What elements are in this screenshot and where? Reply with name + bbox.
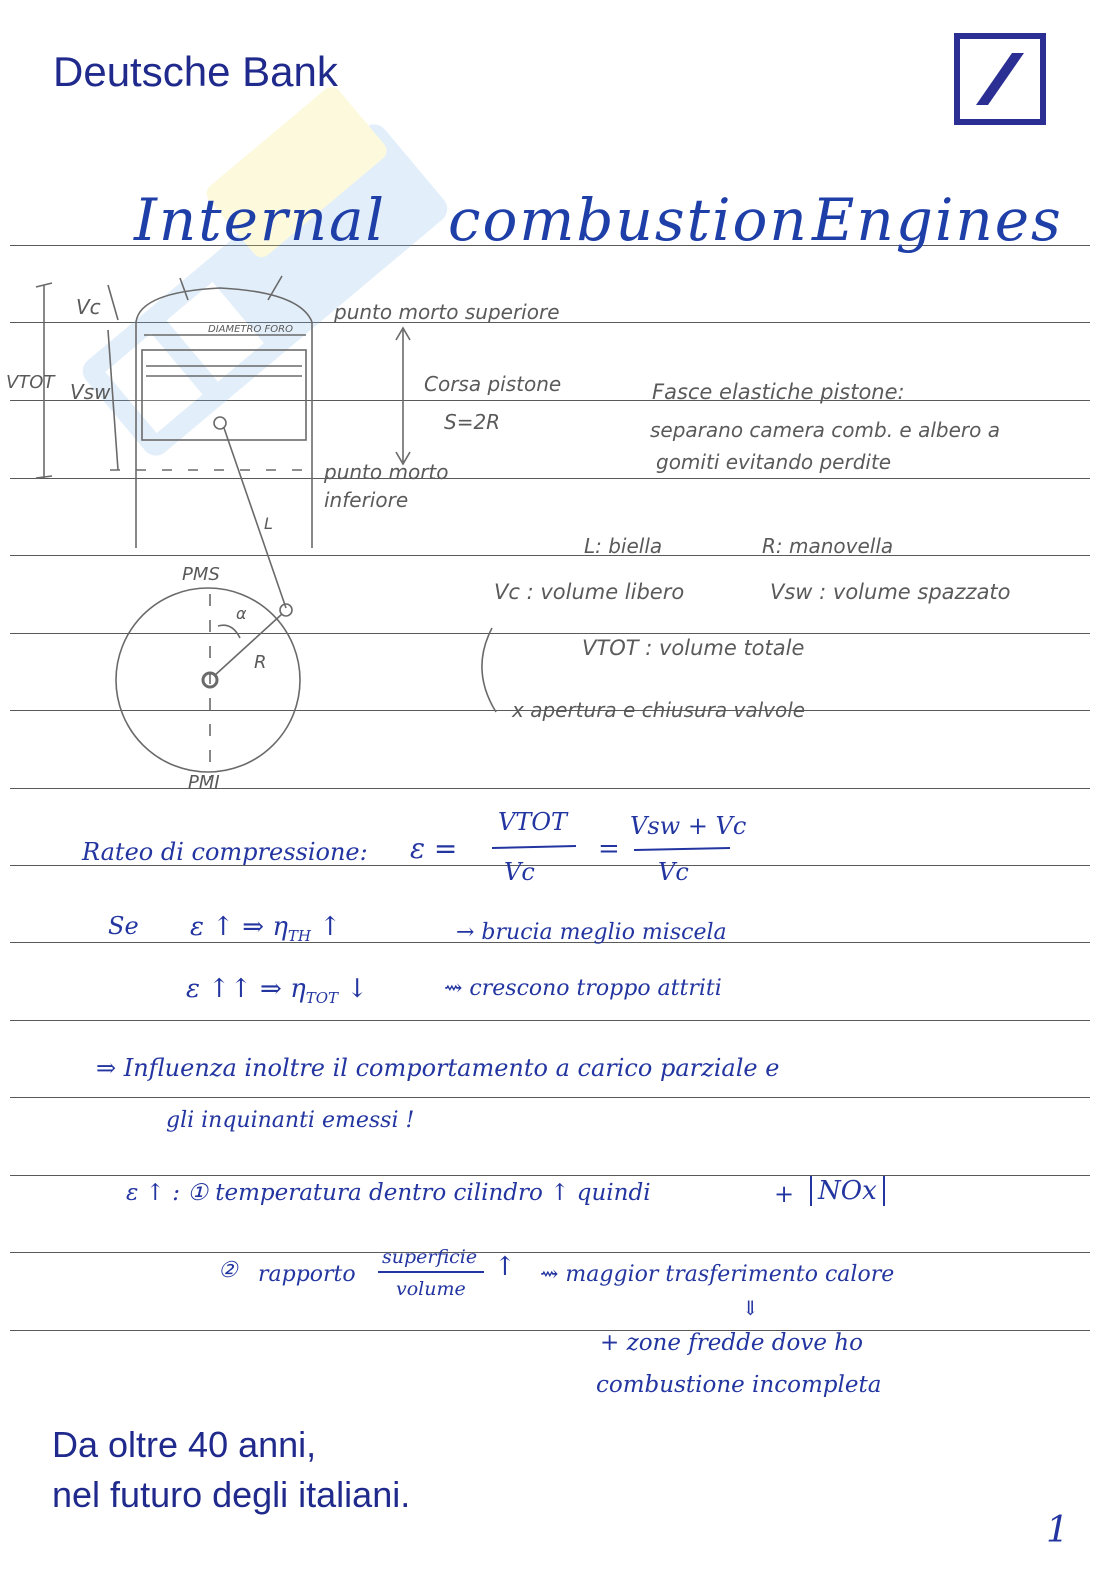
point-1: ε ↑ : ① temperatura dentro cilindro ↑ quindi xyxy=(126,1180,651,1206)
legend-vtot: VTOT : volume totale xyxy=(582,636,805,660)
point-3-line-2: combustione incompleta xyxy=(596,1372,882,1398)
rings-line-1: separano camera comb. e albero a xyxy=(650,418,1000,442)
brand-name: Deutsche Bank xyxy=(53,48,338,95)
label-pmi: punto morto inferiore xyxy=(324,460,449,512)
influence-line-1: ⇒ Influenza inoltre il comportamento a carico parziale e xyxy=(96,1054,780,1082)
label-stroke-formula: S=2R xyxy=(444,410,501,434)
point-1-plus: + xyxy=(774,1180,795,1208)
rings-title: Fasce elastiche pistone: xyxy=(652,380,905,404)
compression-label: Rateo di compressione: xyxy=(82,838,368,866)
nox-box: NOx xyxy=(810,1176,885,1206)
fraction-2-denominator: Vc xyxy=(658,858,689,886)
point-2-marker: ② xyxy=(218,1258,238,1283)
label-pms-short: PMS xyxy=(182,564,220,585)
footer-line-1: Da oltre 40 anni, xyxy=(52,1424,317,1465)
surface-denominator: volume xyxy=(396,1278,466,1300)
footer-line-2: nel futuro degli italiani. xyxy=(52,1474,411,1515)
page-number: 1 xyxy=(1046,1510,1069,1551)
title-word-internal: Internal xyxy=(134,186,387,254)
influence-line-2: gli inquinanti emessi ! xyxy=(166,1108,415,1133)
legend-rod: L: biella xyxy=(584,534,663,558)
rule-2-subscript: TOT xyxy=(305,989,338,1008)
fraction-1-denominator: Vc xyxy=(504,858,535,886)
point-2-note: ⇝ maggior trasferimento calore xyxy=(540,1262,895,1287)
label-pms: punto morto superiore xyxy=(334,300,560,324)
surface-numerator: superficie xyxy=(382,1246,478,1268)
ruled-line xyxy=(10,1330,1090,1331)
label-stroke: Corsa pistone xyxy=(424,372,562,396)
legend-valve: x apertura e chiusura valvole xyxy=(512,698,806,722)
title-word-engines: Engines xyxy=(812,186,1063,254)
legend-vsw: Vsw : volume spazzato xyxy=(770,580,1011,604)
epsilon-equals: ε = xyxy=(410,832,458,865)
label-vsw: Vsw xyxy=(70,380,111,404)
up-arrow: ↑ xyxy=(319,912,342,942)
point-2-text: rapporto xyxy=(258,1262,356,1287)
legend-crank: R: manovella xyxy=(762,534,894,558)
label-bore: DIAMETRO FORO xyxy=(208,324,293,335)
rule-1-subscript: TH xyxy=(287,927,311,946)
label-rod: L xyxy=(264,514,273,533)
title-word-combustion: combustion xyxy=(448,186,809,254)
down-arrow: ↓ xyxy=(346,974,369,1004)
equals-sign: = xyxy=(598,834,620,864)
label-vc: Vc xyxy=(76,295,101,319)
point-3-line-1: + zone fredde dove ho xyxy=(600,1330,863,1356)
label-crank: R xyxy=(254,652,267,673)
legend-vc: Vc : volume libero xyxy=(494,580,685,604)
point-2-up-arrow: ↑ xyxy=(494,1252,516,1282)
label-alpha: α xyxy=(236,604,247,623)
point-2-down-arrow: ⇓ xyxy=(742,1296,759,1320)
fraction-2-numerator: Vsw + Vc xyxy=(630,812,747,840)
rule-1-note: → brucia meglio miscela xyxy=(456,920,727,945)
rule-2-note: ⇝ crescono troppo attriti xyxy=(444,976,722,1001)
fraction-1-numerator: VTOT xyxy=(498,808,568,836)
label-vtot: VTOT xyxy=(6,372,55,393)
se-label: Se xyxy=(108,912,139,940)
rule-2-text: ε ↑↑ ⇒ η xyxy=(186,974,306,1004)
label-pmi-short: PMI xyxy=(188,772,220,793)
rule-1-text: ε ↑ ⇒ η xyxy=(190,912,288,942)
rings-line-2: gomiti evitando perdite xyxy=(656,450,892,474)
